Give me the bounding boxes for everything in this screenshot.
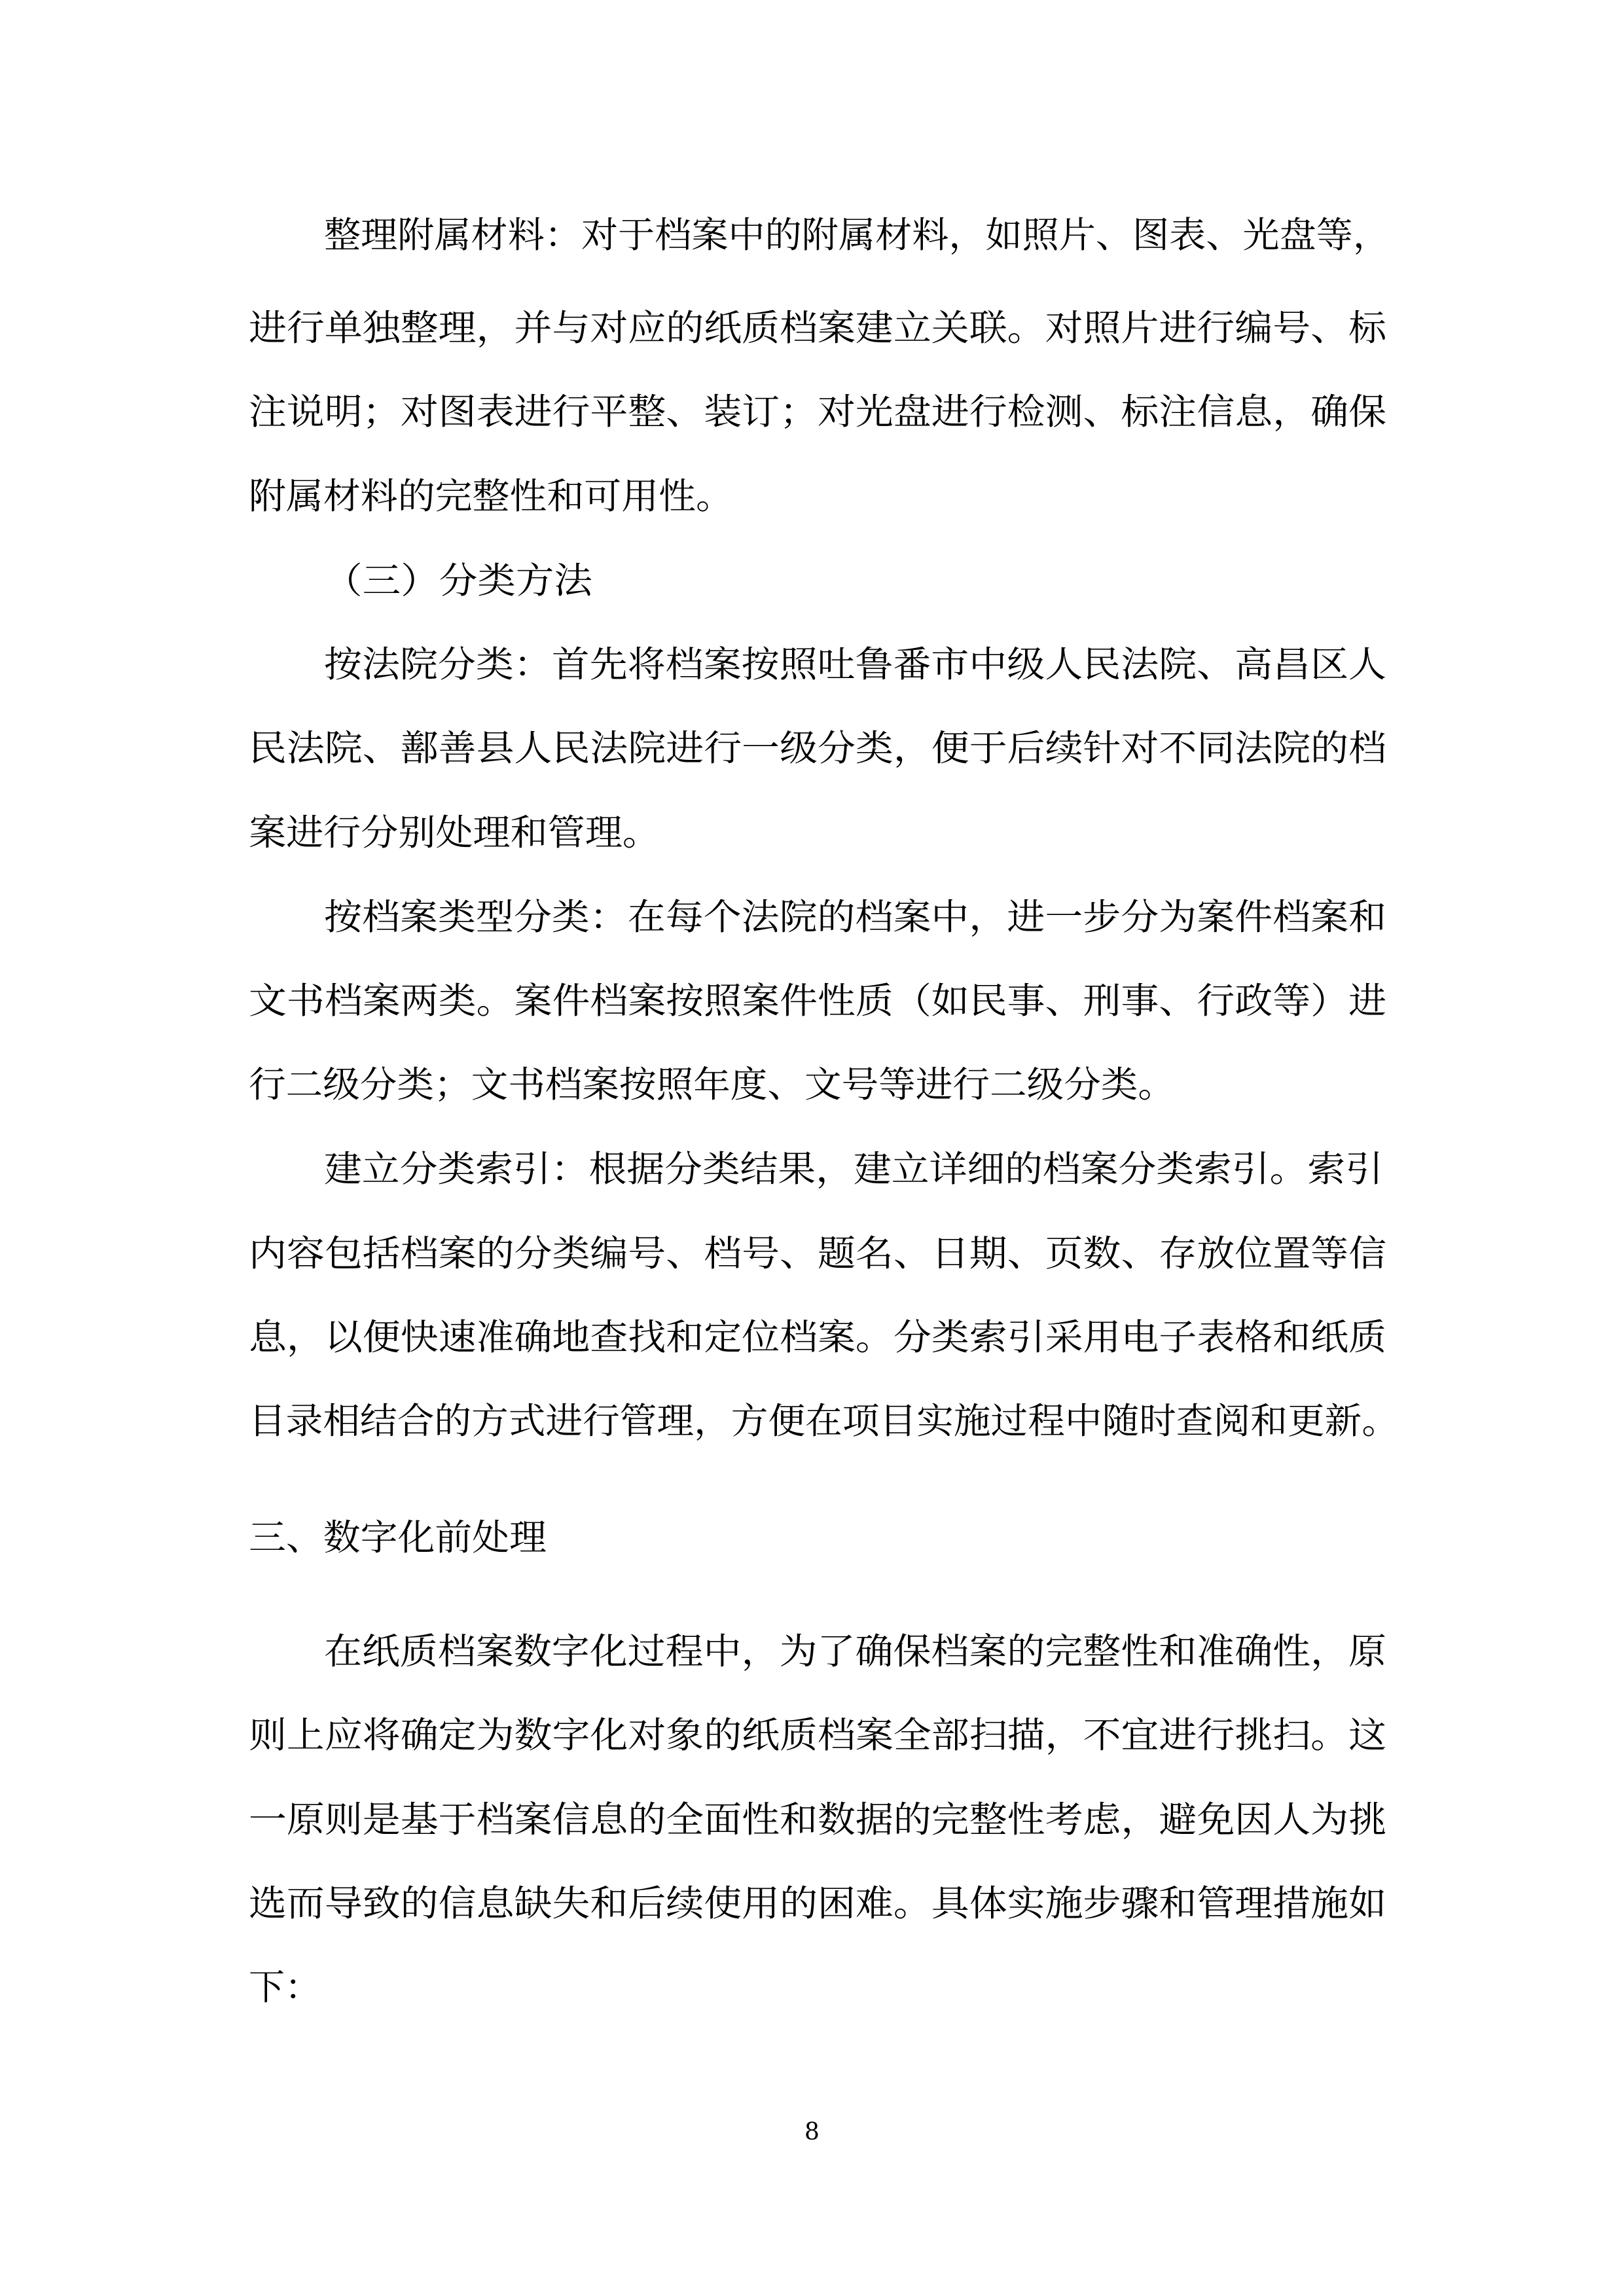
paragraph-line: 在纸质档案数字化过程中，为了确保档案的完整性和准确性，原 xyxy=(324,1630,1387,1672)
paragraph-line: 文书档案两类。案件档案按照案件性质（如民事、刑事、行政等）进 xyxy=(249,980,1387,1022)
paragraph-line: 案进行分别处理和管理。 xyxy=(249,812,660,853)
paragraph-line: 按档案类型分类：在每个法院的档案中，进一步分为案件档案和 xyxy=(324,896,1387,938)
paragraph-line: 按法院分类：首先将档案按照吐鲁番市中级人民法院、高昌区人 xyxy=(324,643,1387,685)
paragraph-line: 建立分类索引：根据分类结果，建立详细的档案分类索引。索引 xyxy=(324,1148,1384,1190)
paragraph-line: 一原则是基于档案信息的全面性和数据的完整性考虑，避免因人为挑 xyxy=(249,1799,1387,1840)
section-heading: 三、数字化前处理 xyxy=(249,1516,547,1558)
paragraph-line: 民法院、鄯善县人民法院进行一级分类，便于后续针对不同法院的档 xyxy=(249,727,1387,769)
paragraph-line: 选而导致的信息缺失和后续使用的困难。具体实施步骤和管理措施如 xyxy=(249,1882,1387,1924)
paragraph-line: 附属材料的完整性和可用性。 xyxy=(249,475,734,517)
paragraph-line: 息，以便快速准确地查找和定位档案。分类索引采用电子表格和纸质 xyxy=(249,1316,1387,1358)
paragraph-line: 整理附属材料：对于档案中的附属材料，如照片、图表、光盘等， xyxy=(324,214,1390,256)
paragraph-line: 下： xyxy=(249,1966,321,2008)
section-heading: （三）分类方法 xyxy=(324,560,593,601)
paragraph-line: 行二级分类；文书档案按照年度、文号等进行二级分类。 xyxy=(249,1064,1176,1105)
paragraph-line: 进行单独整理，并与对应的纸质档案建立关联。对照片进行编号、标 xyxy=(249,307,1387,349)
paragraph-line: 内容包括档案的分类编号、档号、题名、日期、页数、存放位置等信 xyxy=(249,1232,1387,1274)
paragraph-line: 则上应将确定为数字化对象的纸质档案全部扫描，不宜进行挑扫。这 xyxy=(249,1714,1387,1756)
paragraph-line: 注说明；对图表进行平整、装订；对光盘进行检测、标注信息，确保 xyxy=(249,391,1387,433)
paragraph-line: 目录相结合的方式进行管理，方便在项目实施过程中随时查阅和更新。 xyxy=(249,1400,1399,1442)
page-number: 8 xyxy=(804,2119,820,2145)
